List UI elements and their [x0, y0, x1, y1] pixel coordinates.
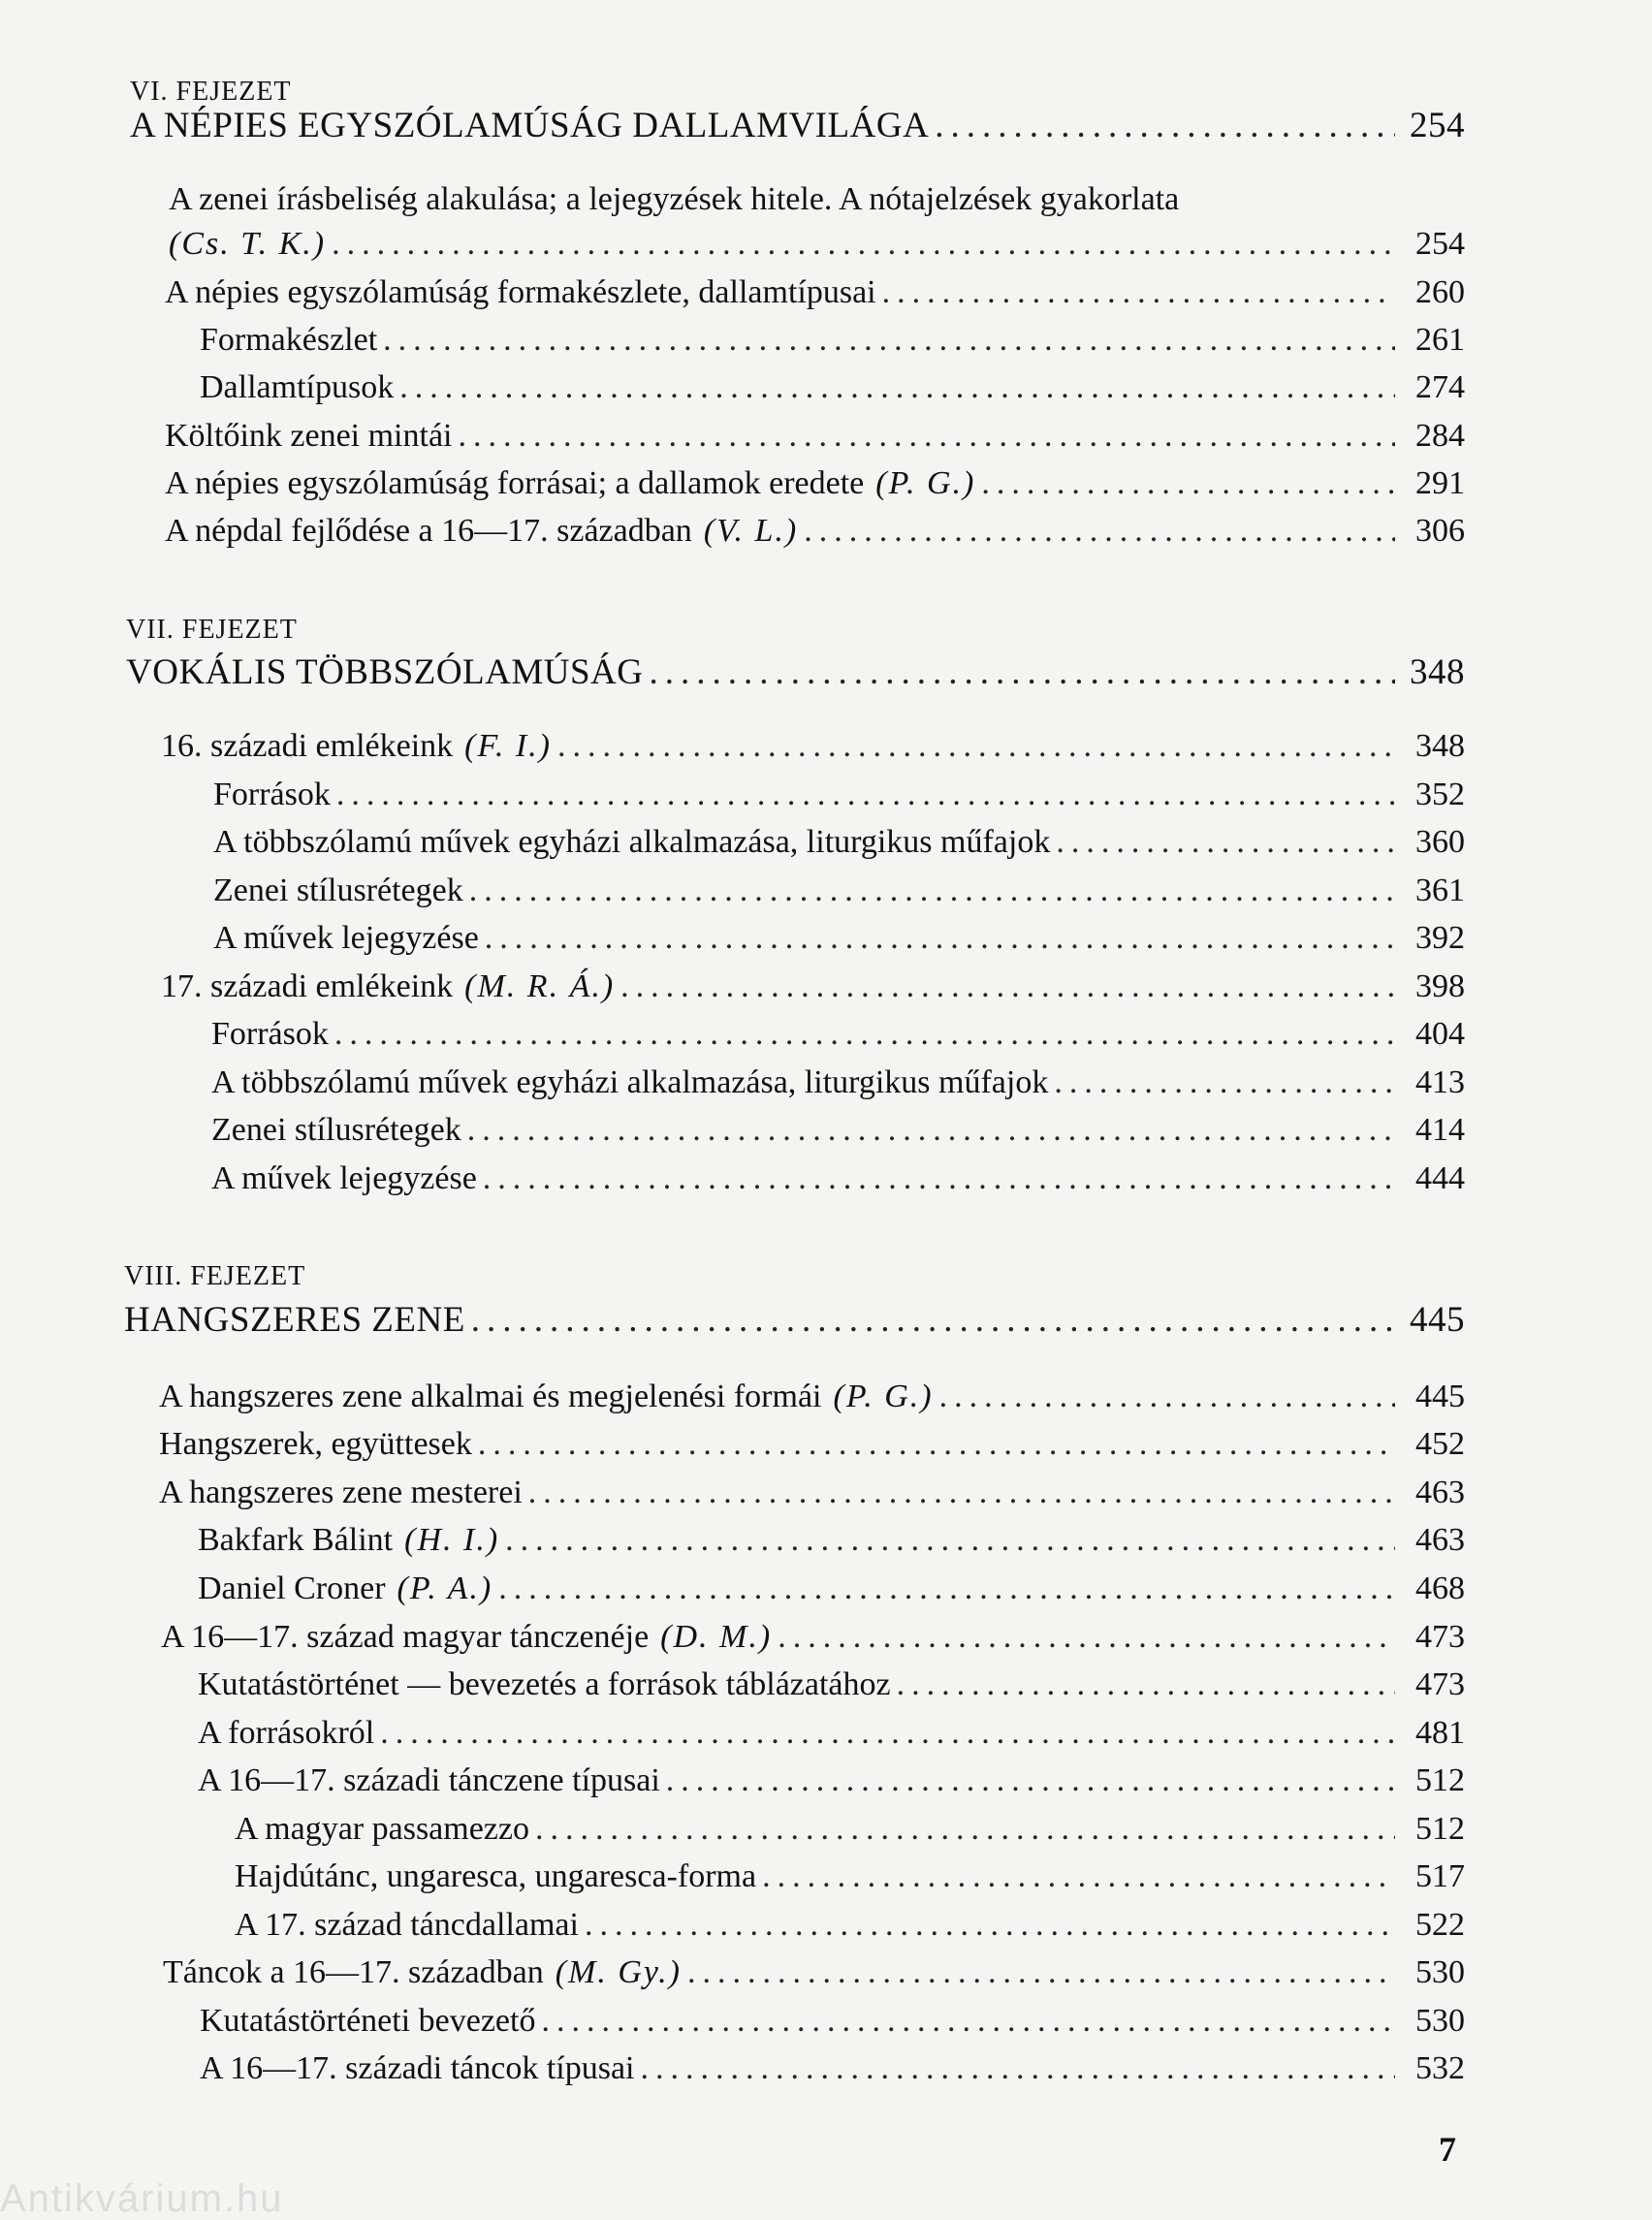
page-ref: 512 — [1415, 1811, 1465, 1847]
leader-dots — [332, 223, 1395, 266]
author-initials: (F. I.) — [464, 728, 553, 764]
toc-entry — [213, 917, 1465, 960]
entry-text: 16. századi emlékeink — [161, 728, 454, 764]
leader-dots — [935, 105, 1395, 147]
entry-text: Zenei stílusrétegek — [211, 1112, 461, 1148]
entry-text: A többszólamú művek egyházi alkalmazása, liturgikus műfajok — [211, 1064, 1049, 1100]
entry-text: Kutatástörténeti bevezető — [200, 2003, 536, 2039]
leader-dots — [383, 319, 1395, 362]
leader-dots — [666, 1760, 1395, 1802]
page-ref: 413 — [1415, 1064, 1465, 1100]
toc-entry — [235, 1904, 1465, 1947]
page-ref: 361 — [1415, 872, 1465, 908]
toc-entry — [200, 2047, 1465, 2090]
toc-entry — [165, 415, 1465, 458]
page-ref: 360 — [1415, 824, 1465, 860]
chapter-title-text: VOKÁLIS TÖBBSZÓLAMÚSÁG — [126, 652, 644, 692]
chapter-label: VII. FEJEZET — [126, 615, 298, 645]
entry-text: 17. századi emlékeink — [161, 968, 454, 1004]
entry-text: A magyar passamezzo — [235, 1811, 529, 1847]
toc-entry — [165, 462, 1465, 505]
chapter-title-text: A NÉPIES EGYSZÓLAMÚSÁG DALLAMVILÁGA — [130, 106, 930, 145]
leader-dots — [469, 870, 1395, 912]
page-ref: 452 — [1415, 1426, 1465, 1462]
toc-entry — [211, 1158, 1465, 1200]
leader-dots — [620, 966, 1395, 1008]
toc-entry — [165, 271, 1465, 314]
page-ref: 284 — [1415, 418, 1465, 454]
toc-entry — [198, 1760, 1465, 1802]
leader-dots — [762, 1855, 1395, 1898]
toc-entry — [161, 966, 1465, 1008]
entry-text: A népies egyszólamúság forrásai; a dallamok eredete — [165, 465, 865, 501]
author-initials: (V. L.) — [703, 513, 799, 549]
chapter-title — [130, 105, 1465, 147]
toc-entry — [198, 1568, 1465, 1610]
page-ref: 392 — [1415, 920, 1465, 956]
entry-text: A hangszeres zene mesterei — [159, 1475, 523, 1510]
page-ref: 445 — [1415, 1379, 1465, 1414]
page-ref: 348 — [1410, 652, 1465, 692]
toc-entry — [161, 725, 1465, 768]
entry-text: A 17. század táncdallamai — [235, 1907, 579, 1943]
author-initials: (M. Gy.) — [555, 1954, 682, 1990]
toc-entry — [211, 1013, 1465, 1056]
leader-dots — [478, 1423, 1395, 1466]
entry-text: Táncok a 16—17. században — [163, 1954, 544, 1990]
page-ref: 414 — [1415, 1112, 1465, 1148]
entry-text: Hangszerek, együttesek — [159, 1426, 472, 1462]
leader-dots — [804, 510, 1395, 553]
leader-dots — [467, 1109, 1395, 1152]
toc-entry — [159, 1472, 1465, 1514]
leader-dots — [528, 1472, 1395, 1514]
entry-text: Dallamtípusok — [200, 369, 395, 405]
entry-text: A 16—17. századi tánczene típusai — [198, 1762, 660, 1798]
leader-dots — [1056, 821, 1395, 864]
chapter-title — [126, 651, 1465, 694]
leader-dots — [778, 1616, 1395, 1659]
leader-dots — [687, 1951, 1395, 1994]
page-ref: 398 — [1415, 968, 1465, 1004]
entry-text: Források — [213, 777, 331, 812]
author-initials: (P. G.) — [833, 1379, 934, 1414]
entry-text: A művek lejegyzése — [213, 920, 479, 956]
leader-dots — [483, 1158, 1395, 1200]
toc-entry — [213, 774, 1465, 816]
leader-dots — [541, 2000, 1395, 2043]
page-ref: 306 — [1415, 513, 1465, 549]
leader-dots — [939, 1376, 1395, 1418]
toc-entry — [198, 1712, 1465, 1755]
page-ref: 444 — [1415, 1160, 1465, 1196]
entry-text: Kutatástörténet — bevezetés a források táblázatához — [198, 1666, 891, 1702]
toc-entry — [161, 1616, 1465, 1659]
toc-entry — [198, 1664, 1465, 1706]
leader-dots — [1054, 1062, 1395, 1104]
entry-text: Hajdútánc, ungaresca, ungaresca-forma — [235, 1858, 757, 1894]
entry-text: A 16—17. századi táncok típusai — [200, 2050, 635, 2086]
leader-dots — [498, 1568, 1395, 1610]
entry-text: A forrásokról — [198, 1715, 375, 1751]
author-initials: (M. R. Á.) — [464, 968, 616, 1004]
author-initials: (P. A.) — [397, 1570, 493, 1606]
entry-text: Zenei stílusrétegek — [213, 872, 463, 908]
page-ref: 530 — [1415, 1954, 1465, 1990]
toc-entry-line1: A zenei írásbeliség alakulása; a lejegyzések hitele. A nótajelzések gyakorlata — [169, 181, 1180, 217]
page-ref: 404 — [1415, 1016, 1465, 1052]
page-ref: 473 — [1415, 1619, 1465, 1655]
page-ref: 463 — [1415, 1522, 1465, 1558]
leader-dots — [981, 462, 1395, 505]
chapter-title — [124, 1299, 1465, 1342]
entry-text: A népies egyszólamúság formakészlete, dallamtípusai — [165, 274, 876, 310]
leader-dots — [471, 1299, 1395, 1342]
entry-text: Formakészlet — [200, 322, 378, 358]
entry-text: A művek lejegyzése — [211, 1160, 477, 1196]
toc-entry — [198, 1519, 1465, 1562]
leader-dots — [535, 1808, 1395, 1851]
author-initials: (D. M.) — [660, 1619, 773, 1655]
toc-entry — [163, 1951, 1465, 1994]
page-ref: 532 — [1415, 2050, 1465, 2086]
toc-entry — [169, 223, 1465, 266]
page-number: 7 — [1439, 2130, 1456, 2169]
chapter-title-text: HANGSZERES ZENE — [124, 1300, 465, 1340]
author-initials: (H. I.) — [404, 1522, 500, 1558]
page-ref: 348 — [1415, 728, 1465, 764]
page-ref: 274 — [1415, 369, 1465, 405]
toc-entry — [213, 821, 1465, 864]
entry-text: Bakfark Bálint — [198, 1522, 394, 1558]
leader-dots — [334, 1013, 1395, 1056]
entry-text: A népdal fejlődése a 16—17. században — [165, 513, 692, 549]
entry-text: Daniel Croner — [198, 1570, 386, 1606]
toc-entry — [200, 2000, 1465, 2043]
page-ref: 260 — [1415, 274, 1465, 310]
toc-entry — [200, 319, 1465, 362]
page-ref: 254 — [1410, 106, 1465, 145]
toc-entry — [235, 1855, 1465, 1898]
page-ref: 468 — [1415, 1570, 1465, 1606]
leader-dots — [557, 725, 1395, 768]
leader-dots — [380, 1712, 1395, 1755]
leader-dots — [505, 1519, 1395, 1562]
leader-dots — [641, 2047, 1395, 2090]
leader-dots — [336, 774, 1395, 816]
page-ref: 291 — [1415, 465, 1465, 501]
page-ref: 473 — [1415, 1666, 1465, 1702]
leader-dots — [399, 366, 1395, 409]
page-ref: 463 — [1415, 1475, 1465, 1510]
leader-dots — [585, 1904, 1395, 1947]
page-ref: 352 — [1415, 777, 1465, 812]
entry-text: A hangszeres zene alkalmai és megjelenési formái — [159, 1379, 822, 1414]
toc-entry — [211, 1109, 1465, 1152]
leader-dots — [897, 1664, 1395, 1706]
leader-dots — [485, 917, 1395, 960]
toc-entry — [200, 366, 1465, 409]
page-ref: 254 — [1415, 226, 1465, 262]
author-initials: (Cs. T. K.) — [169, 226, 327, 262]
toc-entry — [211, 1062, 1465, 1104]
chapter-label: VI. FEJEZET — [130, 77, 292, 107]
author-initials: (P. G.) — [875, 465, 976, 501]
leader-dots — [650, 651, 1396, 694]
entry-text: A 16—17. század magyar tánczenéje — [161, 1619, 650, 1655]
entry-text: Költőink zenei mintái — [165, 418, 453, 454]
toc-entry — [159, 1423, 1465, 1466]
watermark: Antikvárium.hu — [0, 2177, 284, 2220]
entry-text: Források — [211, 1016, 329, 1052]
page-ref: 261 — [1415, 322, 1465, 358]
toc-entry — [213, 870, 1465, 912]
toc-entry — [165, 510, 1465, 553]
entry-text: A többszólamú művek egyházi alkalmazása, liturgikus műfajok — [213, 824, 1051, 860]
leader-dots — [459, 415, 1396, 458]
chapter-label: VIII. FEJEZET — [124, 1261, 306, 1291]
page-ref: 481 — [1415, 1715, 1465, 1751]
page-ref: 445 — [1410, 1300, 1465, 1340]
page-ref: 512 — [1415, 1762, 1465, 1798]
page-ref: 530 — [1415, 2003, 1465, 2039]
toc-entry — [159, 1376, 1465, 1418]
toc-entry — [235, 1808, 1465, 1851]
page-ref: 517 — [1415, 1858, 1465, 1894]
page-ref: 522 — [1415, 1907, 1465, 1943]
leader-dots — [882, 271, 1395, 314]
